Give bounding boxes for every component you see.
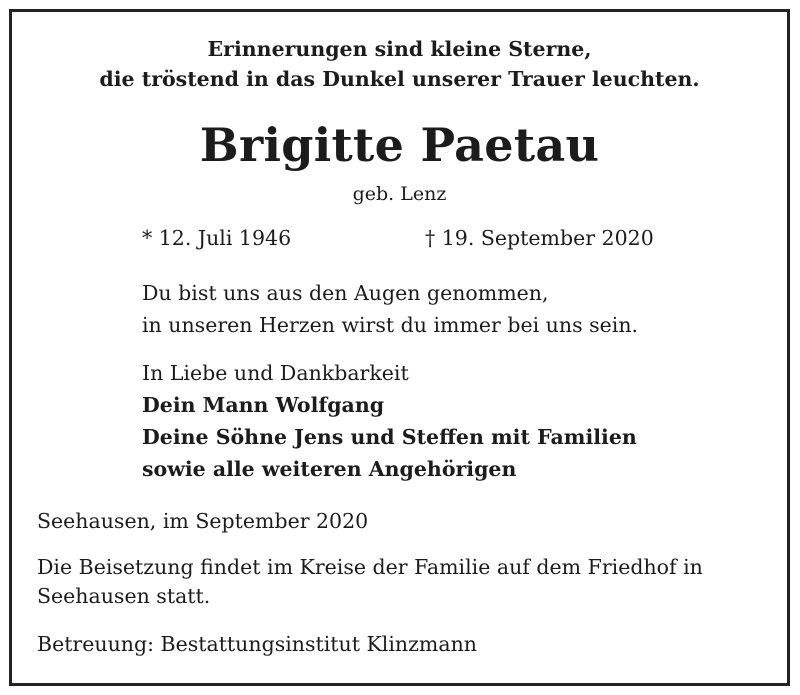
poem-line: Du bist uns aus den Augen genommen,	[142, 281, 549, 305]
obituary-notice	[9, 9, 790, 686]
funeral-info-line: Seehausen statt.	[37, 584, 211, 608]
poem	[142, 277, 638, 341]
mourner-name: sowie alle weiteren Angehörigen	[142, 457, 517, 481]
birth-date: * 12. Juli 1946	[142, 226, 292, 250]
undertaker-credit: Betreuung: Bestattungsinstitut Klinzmann	[37, 632, 477, 656]
maiden-name: geb. Lenz	[352, 183, 447, 205]
motto-line: die tröstend in das Dunkel unserer Trauer leuchten.	[99, 67, 700, 91]
mourner-name: Deine Söhne Jens und Steffen mit Familien	[142, 425, 637, 449]
funeral-info	[37, 553, 777, 611]
death-date: † 19. September 2020	[425, 226, 654, 250]
motto-line: Erinnerungen sind kleine Sterne,	[207, 37, 592, 61]
poem-line: in unseren Herzen wirst du immer bei uns sein.	[142, 313, 639, 337]
deceased-name: Brigitte Paetau	[199, 118, 600, 172]
mourner-name: Dein Mann Wolfgang	[142, 393, 385, 417]
place-date: Seehausen, im September 2020	[37, 509, 369, 533]
mourners-intro: In Liebe und Dankbarkeit	[142, 361, 409, 385]
funeral-info-line: Die Beisetzung findet im Kreise der Familie auf dem Friedhof in	[37, 555, 703, 579]
motto-quote	[12, 34, 787, 94]
mourners-block	[142, 357, 637, 485]
